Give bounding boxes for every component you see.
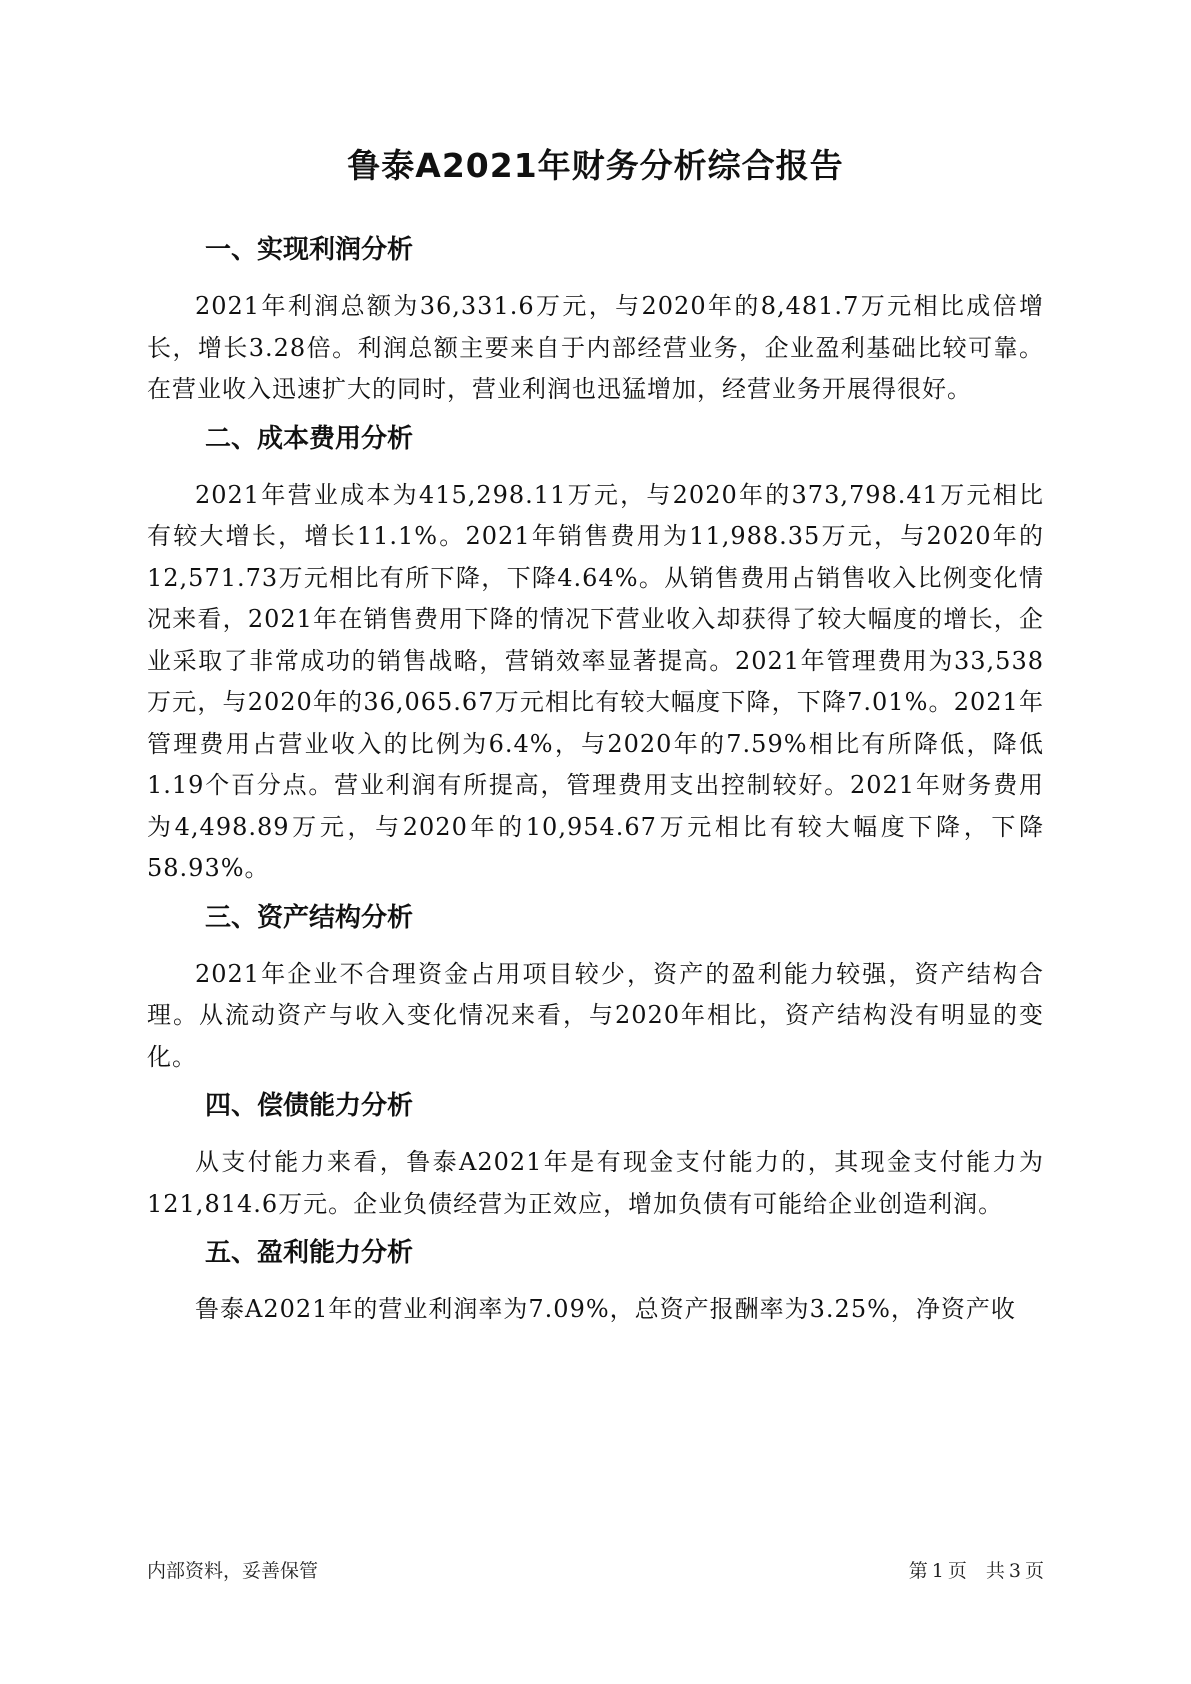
document-body: [147, 228, 1044, 1337]
page-footer: [147, 1556, 1044, 1583]
page-suffix: 页: [1024, 1560, 1044, 1582]
page-current: 1: [931, 1560, 944, 1582]
document-title: 鲁泰A2021年财务分析综合报告: [347, 146, 844, 185]
section-profitability: [147, 1231, 1044, 1331]
section-heading: 二、成本费用分析: [205, 423, 414, 454]
section-paragraph: 2021年企业不合理资金占用项目较少，资产的盈利能力较强，资产结构合理。从流动资产与收入变化情况来看，与2020年相比，资产结构没有明显的变化。: [147, 959, 1044, 1071]
section-solvency: [147, 1084, 1044, 1225]
section-heading: 三、资产结构分析: [205, 902, 414, 933]
page-mid: 页 共: [947, 1560, 1005, 1582]
section-cost: [147, 417, 1044, 890]
footer-confidential-note: 内部资料，妥善保管: [147, 1560, 319, 1582]
section-heading: 一、实现利润分析: [205, 235, 414, 265]
page-number: [909, 1556, 1044, 1583]
section-heading: 四、偿债能力分析: [205, 1091, 414, 1121]
section-assets: [147, 896, 1044, 1079]
page-total: 3: [1008, 1560, 1021, 1582]
section-paragraph: 2021年营业成本为415,298.11万元，与2020年的373,798.41万元相比有较大增长，增长11.1%。2021年销售费用为11,988.35万元，与2020年的12,571.73万元相比有所下降，下降4.64%。从销售费用占销售收入比例变化情况来看，2021年在销售费用下降的情况下营业收入却获得了较大幅度的增长，企业采取了非常成功的销售战略，营销效率显著提高。2021年管理费用为33,538万元，与2020年的36,065.67万元相比有较大幅度下降，下降7.01%。2021年管理费用占营业收入的比例为6.4%，与2020年的7.59%相比有所降低，降低1.19个百分点。营业利润有所提高，管理费用支出控制较好。2021年财务费用为4,498.89万元，与2020年的10,954.67万元相比有较大幅度下降，下降58.93%。: [147, 480, 1044, 882]
section-profit: [147, 228, 1044, 411]
section-paragraph: 2021年利润总额为36,331.6万元，与2020年的8,481.7万元相比成倍增长，增长3.28倍。利润总额主要来自于内部经营业务，企业盈利基础比较可靠。在营业收入迅速扩大的同时，营业利润也迅猛增加，经营业务开展得很好。: [147, 292, 1044, 403]
section-paragraph: 从支付能力来看，鲁泰A2021年是有现金支付能力的，其现金支付能力为121,814.6万元。企业负债经营为正效应，增加负债有可能给企业创造利润。: [147, 1148, 1044, 1218]
page-prefix: 第: [908, 1560, 928, 1582]
section-paragraph: 鲁泰A2021年的营业利润率为7.09%，总资产报酬率为3.25%，净资产收: [195, 1295, 1016, 1323]
section-heading: 五、盈利能力分析: [205, 1238, 414, 1268]
